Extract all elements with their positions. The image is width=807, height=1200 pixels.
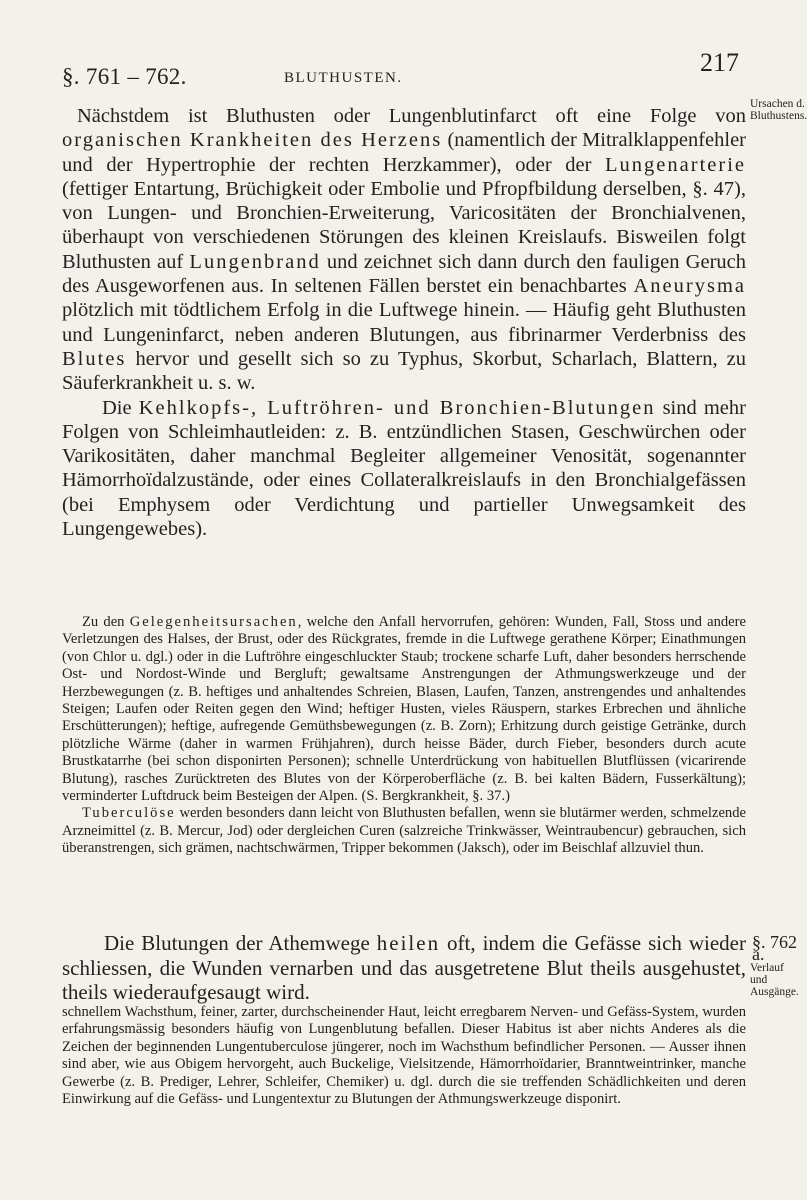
text-run: werden besonders dann leicht von Bluthusten befallen, wenn sie blutärmer werden, schmelzende Arzneimittel (z. B. Mercur, Jod) oder dergleichen Curen (salzreiche Trinkwässer, Weintraubencur) gebrauchen, sich überanstrengen, sich grämen, nachtschwärmen, Tripper bekommen (Jaksch), oder im Beischlaf allzuviel thun. [62,805,746,857]
footnote-paragraph: schnellem Wachsthum, feiner, zarter, durchscheinender Haut, leicht erregbarem Nerven- und Gefäss-System, wurden erfahrungsmässig besonders häufig von Lungenblutung befallen. Dieser Habitus ist aber nichts Anderes als die Zeichen der beginnenden Lungentuberculose jüngerer, noch im Wachsthum befindlicher Personen. — Ausser ihnen sind aber, wie aus Obigem hervorgeht, auch Buckelige, Vielsitzende, Hämorrhoïdarier, Branntweintrinker, manche Gewerbe (z. B. Prediger, Lehrer, Schleifer, Chemiker) u. dgl. durch die sie treffenden Schädlichkeiten und deren Einwirkung auf die Gefäss- und Lungentextur zu Blutungen der Athmungswerkzeuge disponirt. [62,1004,746,1108]
text-run: und zeichnet sich dann durch den fauligen Geruch des Ausgeworfenen aus. In seltenen Fällen berstet ein benachbartes [62,250,746,298]
paragraph-causes [62,104,746,541]
text-run: (namentlich der Mitralklappenfehler und der Hypertrophie der rechten Herzkammer), oder der [62,129,746,176]
emphasis-run: Lungenarterie [605,153,746,176]
margin-section-762a: §. 762 a. [752,932,797,964]
text-run: Nächstdem ist Bluthusten oder Lungenblutinfarct oft eine Folge von [77,105,746,127]
margin-note-causes [750,98,807,122]
emphasis-run: Aneurysma [633,275,746,298]
text-run: (fettiger Entartung, Brüchigkeit oder Embolie und Pfropfbildung derselben, §. 47), von Lungen- und Bronchien-Erweiterung, Varicositäten der Bronchialvenen, überhaupt von verschiedenen Störungen des kleinen Kreislaufs. Bisweilen folgt Bluthusten auf [62,177,746,273]
margin-note-course-line2: Ausgänge. [750,986,799,998]
emphasis-run: Tuberculöse [82,805,176,822]
running-title: BLUTHUSTEN. [284,70,403,86]
emphasis-run: heilen [376,931,441,955]
text-run: sind mehr Folgen von Schleimhautleiden: z. B. entzündlichen Stasen, Geschwürchen oder Varikositäten, daher manchmal Begleiter allgemeiner Venosität, sogenannter Hämorrhoïdalzustände, oder eines Collateralkreislaufs in den Bronchialgefässen (bei Emphysem oder Verdichtung und partieller Unwegsamkeit des Lungengewebes). [62,396,746,541]
text-run: hervor und gesellt sich so zu Typhus, Skorbut, Scharlach, Blattern, zu Säuferkrankheit u. s. w. [62,347,746,395]
text-run: Die [102,396,139,419]
margin-note-course [750,962,801,998]
emphasis-run: Kehlkopfs-, Luftröhren- und Bronchien-Blutungen [138,396,656,419]
text-run: Zu den [82,614,130,630]
emphasis-run: Gelegenheitsursachen [129,614,298,630]
paragraph-occasional-causes [62,614,746,858]
section-range: §. 761 – 762. [62,64,187,89]
margin-note-course-line1: Verlauf und [750,962,784,986]
emphasis-run: Lungenbrand [189,250,321,273]
text-run: , welche den Anfall hervorrufen, gehören: Wunden, Fall, Stoss und andere Verletzungen des Halses, der Brust, oder des Rückgrates, fremde in die Luftwege gerathene Körper; Einathmungen (von Chlor u. dgl.) oder in die Luftröhre eingeschluckter Staub; trockene scharfe Luft, daher besonders herrschende Ost- und Nordost-Winde und Bergluft; gewaltsame Anstrengungen der Athmungswerkzeuge und der Herzbewegungen (z. B. heftiges und anhaltendes Schreien, Blasen, Laufen, Tanzen, anstrengendes und anhaltendes Steigen; Laufen oder Reiten gegen den Wind; heftiger Husten, vieles Räuspern, starkes Erbrechen und ähnliche Erschütterungen); heftige, aufregende Gemüthsbewegungen (z. B. Zorn); Erhitzung durch geistige Getränke, durch plötzliche Wärme (daher in warmen Frühjahren), durch heisse Bäder, durch Fieber, besonders durch acute Brustkatarrhe (bei schon disponirten Personen); schnelle Unterdrückung von habituellen Blutflüssen (vicarirende Blutung), rasches Zurücktreten des Blutes von der Körperoberfläche (z. B. bei kalten Bädern, Fusserkältung); verminderter Luftdruck beim Besteigen der Alpen. (S. Bergkrankheit, §. 37.) [62,614,746,805]
emphasis-run: organischen Krankheiten des Herzens [62,129,443,152]
text-run: plötzlich mit tödtlichem Erfolg in die Luftwege hinein. — Häufig geht Bluthusten und Lungeninfarct, neben anderen Blutungen, aus fibrinarmer Verderbniss des [62,299,746,346]
paragraph-course [62,931,746,1005]
text-run: Die Blutungen der Athemwege [104,931,377,955]
emphasis-run: Blutes [62,347,127,370]
margin-note-causes-line1: Ursachen d. [750,98,805,110]
page-number: 217 [700,48,739,77]
text-run: oft, indem die Gefässe sich wieder schliessen, die Wunden vernarben und das ausgetretene Blut theils ausgehustet, theils wiederaufgesaugt wird. [62,931,747,1004]
margin-note-causes-line2: Bluthustens. [750,110,807,122]
